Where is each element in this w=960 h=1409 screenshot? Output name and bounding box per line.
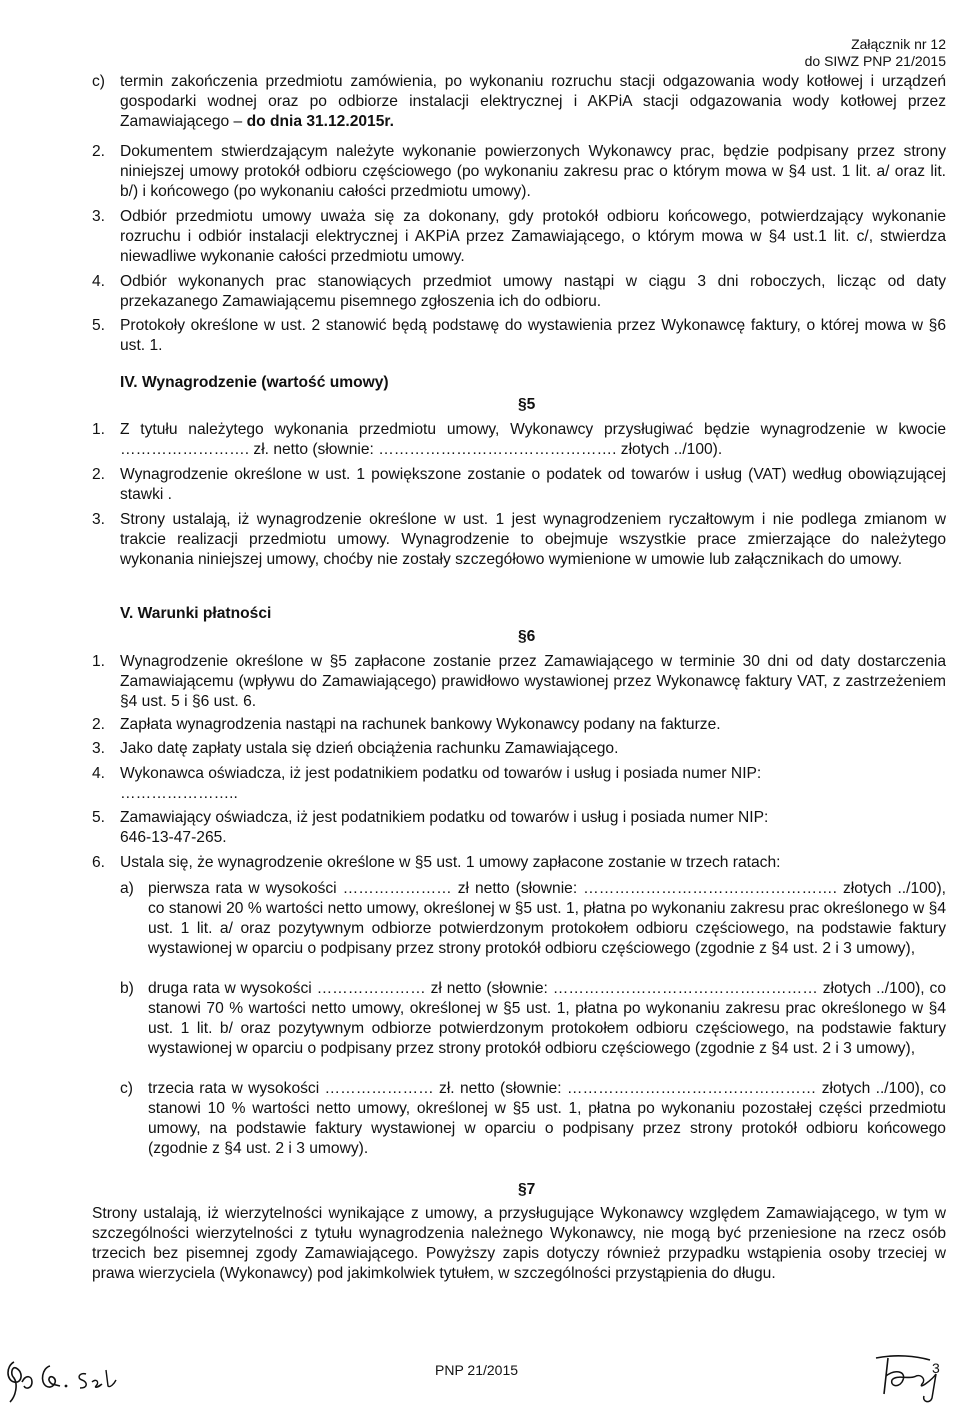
paragraph-payment-date: Jako datę zapłaty ustala się dzień obciążenia rachunku Zamawiającego. bbox=[120, 740, 619, 757]
paragraph-purchaser-nip: Zamawiający oświadcza, iż jest podatnikiem podatku od towarów i usług i posiada numer NIP: 646-13-47-265. bbox=[120, 809, 769, 846]
paragraph-vat: Wynagrodzenie określone w ust. 1 powiększone zostanie o podatek od towarów i usług (VAT) według obowiązującej stawki . bbox=[120, 466, 946, 503]
paragraph-protocols: Protokoły określone w ust. 2 stanowić będą podstawę do wystawienia przez Wykonawcę faktury, o której mowa w §6 ust. 1. bbox=[120, 317, 946, 354]
paragraph-contractor-nip: Wykonawca oświadcza, iż jest podatnikiem podatku od towarów i usług i posiada numer NIP: ………………….. bbox=[120, 765, 762, 802]
paragraph-remuneration-amount: Z tytułu należytego wykonania przedmiotu umowy, Wykonawcy przysługiwać będzie wynagrodzenie w kwocie ……………………. zł. netto (słownie: ………………………………………. złotych ../100). bbox=[120, 421, 946, 458]
paragraph-6-heading: §6 bbox=[518, 628, 536, 645]
installment-first: pierwsza rata w wysokości ………………… zł netto (słownie: …………………………………………. złotych ../100), co stanowi 20 % wartości netto umowy, określonej w §5 ust. 1, płatna po wykonaniu zakresu prac określonego w §4 ust. 1 lit. a/ oraz pozytywnym odbiorze potwierdzonym protokołem odbioru częściowego, na podstawie faktury wystawionej w oparciu o podpisany przez strony protokół odbioru częściowego (zgodnie z §4 ust. 2 i 3 umowy), bbox=[148, 880, 946, 957]
item-number: 5. bbox=[92, 809, 106, 826]
item-number: 4. bbox=[92, 273, 106, 290]
page-number: 3 bbox=[932, 1360, 940, 1376]
item-number: 2. bbox=[92, 143, 106, 160]
item-label-c: c) bbox=[120, 1080, 133, 1097]
paragraph-assignment-ban: Strony ustalają, iż wierzytelności wynikające z umowy, a przysługujące Wykonawcy względem Zamawiającego, w tym w szczególności wierzytelności z tytułu wynagrodzenia należnego Wykonawcy, nie mogą być przeniesione na rzecz osób trzecich bez pisemnej zgody Zamawiającego. Powyższy zapis dotyczy również przypadku wstąpienia osoby trzeciej w prawa wierzyciela (Wykonawcy) pod jakimkolwiek tytułem, w szczególności przystąpienia do długu. bbox=[92, 1205, 946, 1282]
paragraph-5-heading: §5 bbox=[518, 396, 536, 413]
item-number: 1. bbox=[92, 653, 106, 670]
item-number: 6. bbox=[92, 854, 106, 871]
item-number: 3. bbox=[92, 208, 106, 225]
section-v-title: V. Warunki płatności bbox=[120, 605, 272, 622]
paragraph-installments: Ustala się, że wynagrodzenie określone w §5 ust. 1 umowy zapłacone zostanie w trzech ratach: bbox=[120, 854, 781, 871]
handwritten-initials-right bbox=[866, 1350, 956, 1406]
item-label-a: a) bbox=[120, 880, 134, 897]
installment-second: druga rata w wysokości ………………… zł netto (słownie: …………………………………………… złotych ../100), co stanowi 70 % wartości netto umowy, określonej w §5 ust. 1, płatna po wykonaniu zakresu prac określonego w §4 ust. 1 lit. b/ oraz pozytywnym odbiorze potwierdzonym protokołem odbioru częściowego, na podstawie faktury wystawionej w oparciu o podpisany przez strony protokół odbioru częściowego (zgodnie z §4 ust. 2 i 3 umowy), bbox=[148, 980, 946, 1057]
installment-third: trzecia rata w wysokości ………………… zł. netto (słownie: ………………………………………… złotych ../100), co stanowi 10 % wartości netto umowy, określonej w §5 ust. 1, płatna po wykonaniu pozostałej części przedmiotu umowy, na podstawie faktury wystawionej w oparciu o podpisany przez strony protokół odbioru końcowego (zgodnie z §4 ust. 2 i 3 umowy). bbox=[148, 1080, 946, 1157]
item-number: 2. bbox=[92, 716, 106, 733]
paragraph-acceptance-document: Dokumentem stwierdzającym należyte wykonanie powierzonych Wykonawcy prac, będzie podpisany przez strony niniejszej umowy protokół odbioru częściowego (po wykonaniu zakresu prac o którym mowa w §4 ust. 1 lit. a/ oraz lit. b/) i końcowego (po wykonaniu całości przedmiotu umowy). bbox=[120, 143, 946, 200]
paragraph-bank-account: Zapłata wynagrodzenia nastąpi na rachunek bankowy Wykonawcy podany na fakturze. bbox=[120, 716, 721, 733]
attachment-number: Załącznik nr 12 bbox=[851, 36, 946, 52]
paragraph-lump-sum: Strony ustalają, iż wynagrodzenie określone w ust. 1 jest wynagrodzeniem ryczałtowym i nie podlega zmianom w trakcie realizacji przedmiotu umowy. Wynagrodzenie to obejmuje wszystkie prace zmierzające do należytego wykonania niniejszej umowy, choćby nie zostały szczegółowo wymienione w umowie lub załącznikach do umowy. bbox=[120, 511, 946, 568]
footer-doc-id: PNP 21/2015 bbox=[435, 1362, 519, 1378]
deadline-date: do dnia 31.12.2015r. bbox=[246, 113, 394, 130]
paragraph-7-heading: §7 bbox=[518, 1181, 536, 1198]
paragraph-acceptance-condition: Odbiór przedmiotu umowy uważa się za dokonany, gdy protokół odbioru końcowego, potwierdzający wykonanie rozruchu i odbiór instalacji elektrycznej i AKPiA przez Zamawiającego, o którym mowa w §4 ust.1 lit. c/, stwierdza niewadliwe wykonanie całości przedmiotu umowy. bbox=[120, 208, 946, 265]
attachment-header bbox=[805, 36, 946, 70]
item-label-c: c) bbox=[92, 73, 105, 90]
item-number: 2. bbox=[92, 466, 106, 483]
item-c-text bbox=[120, 72, 946, 132]
item-label-b: b) bbox=[120, 980, 134, 997]
item-number: 3. bbox=[92, 740, 106, 757]
item-number: 5. bbox=[92, 317, 106, 334]
handwritten-initials-left bbox=[2, 1352, 132, 1407]
item-c-text-main: termin zakończenia przedmiotu zamówienia, po wykonaniu rozruchu stacji odgazowania wody kotłowej i urządzeń gospodarki wodnej oraz po odbiorze instalacji elektrycznej i AKPiA stacji odgazowania wody kotłowej przez Zamawiającego – bbox=[120, 73, 946, 130]
section-iv-title: IV. Wynagrodzenie (wartość umowy) bbox=[120, 374, 389, 391]
paragraph-payment-term: Wynagrodzenie określone w §5 zapłacone zostanie przez Zamawiającego w terminie 30 dni od daty dostarczenia Zamawiającemu (wpływu do Zamawiającego) prawidłowo wystawionej przez Wykonawcę faktury VAT, z zastrzeżeniem §4 ust. 5 i §6 ust. 6. bbox=[120, 653, 946, 710]
siwz-reference: do SIWZ PNP 21/2015 bbox=[804, 53, 946, 69]
paragraph-acceptance-deadline: Odbiór wykonanych prac stanowiących przedmiot umowy nastąpi w ciągu 3 dni roboczych, licząc od daty przekazanego Zamawiającemu pisemnego zgłoszenia ich do odbioru. bbox=[120, 273, 946, 310]
item-number: 4. bbox=[92, 765, 106, 782]
item-number: 1. bbox=[92, 421, 106, 438]
item-number: 3. bbox=[92, 511, 106, 528]
